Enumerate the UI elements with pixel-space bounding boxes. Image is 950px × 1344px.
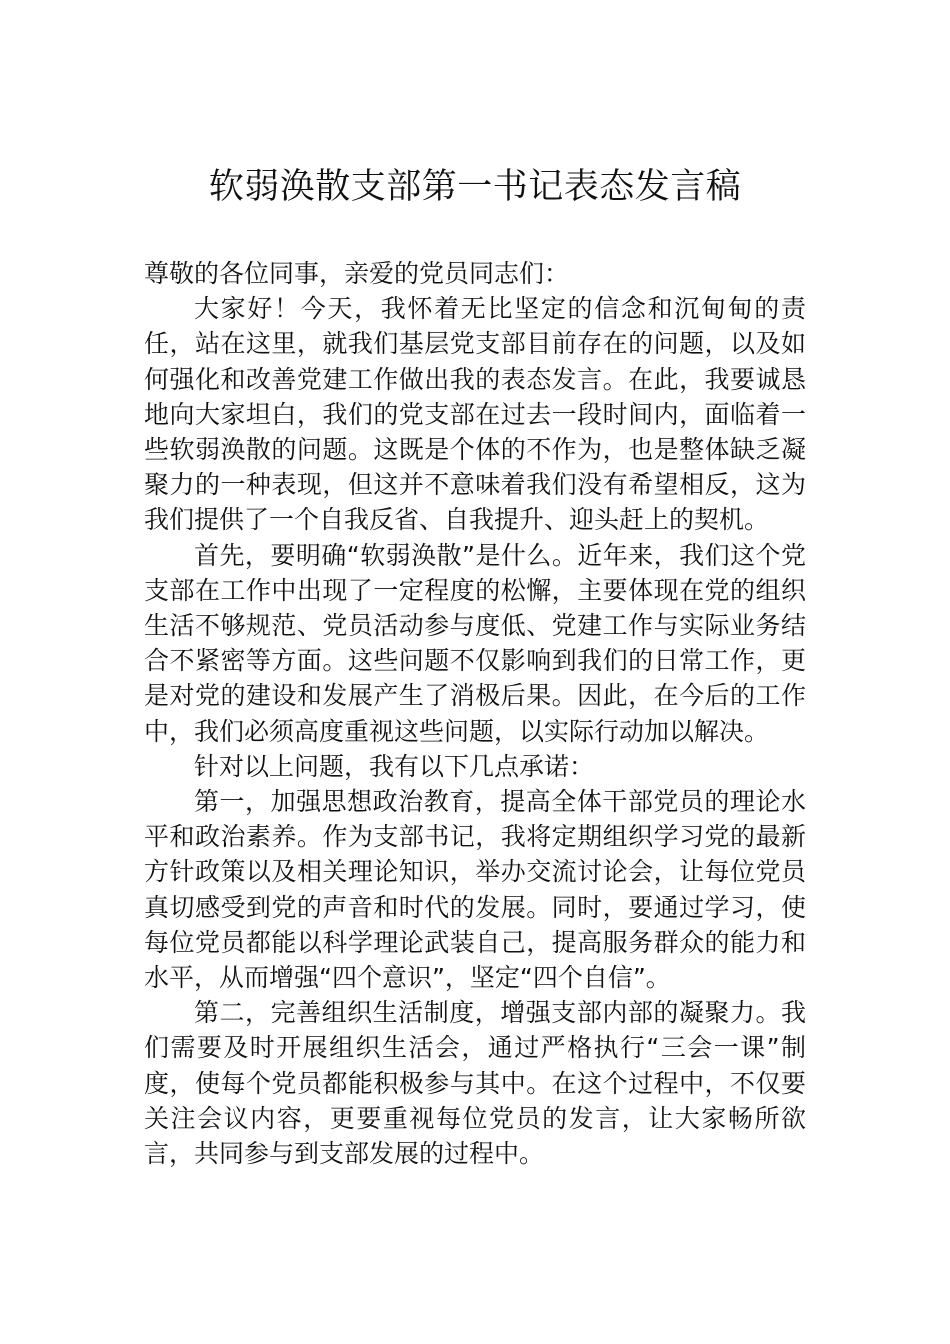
- paragraph-commitment-2: 第二，完善组织生活制度，增强支部内部的凝聚力。我们需要及时开展组织生活会，通过严格执行“三会一课”制度，使每个党员都能积极参与其中。在这个过程中，不仅要关注会议内容，更要重视每位党员的发言，让大家畅所欲言，共同参与到支部发展的过程中。: [144, 998, 806, 1169]
- document-body: [144, 256, 806, 1171]
- document-title: 软弱涣散支部第一书记表态发言稿: [208, 167, 742, 207]
- paragraph-definition: 首先，要明确“软弱涣散”是什么。近年来，我们这个党支部在工作中出现了一定程度的松懈，主要体现在党的组织生活不够规范、党员活动参与度低、党建工作与实际业务结合不紧密等方面。这些问题不仅影响到我们的日常工作，更是对党的建设和发展产生了消极后果。因此，在今后的工作中，我们必须高度重视这些问题，以实际行动加以解决。: [144, 540, 806, 746]
- paragraph-commitments-intro: 针对以上问题，我有以下几点承诺：: [194, 751, 595, 781]
- paragraph-opening: 大家好！今天，我怀着无比坚定的信念和沉甸甸的责任，站在这里，就我们基层党支部目前存在的问题，以及如何强化和改善党建工作做出我的表态发言。在此，我要诚恳地向大家坦白，我们的党支部在过去一段时间内，面临着一些软弱涣散的问题。这既是个体的不作为，也是整体缺乏凝聚力的一种表现，但这并不意味着我们没有希望相反，这为我们提供了一个自我反省、自我提升、迎头赶上的契机。: [144, 294, 806, 535]
- paragraph-commitment-1: 第一，加强思想政治教育，提高全体干部党员的理论水平和政治素养。作为支部书记，我将定期组织学习党的最新方针政策以及相关理论知识，举办交流讨论会，让每位党员真切感受到党的声音和时代的发展。同时，要通过学习，使每位党员都能以科学理论武装自己，提高服务群众的能力和水平，从而增强“四个意识”，坚定“四个自信”。: [144, 787, 806, 993]
- salutation: 尊敬的各位同事，亲爱的党员同志们：: [144, 259, 570, 288]
